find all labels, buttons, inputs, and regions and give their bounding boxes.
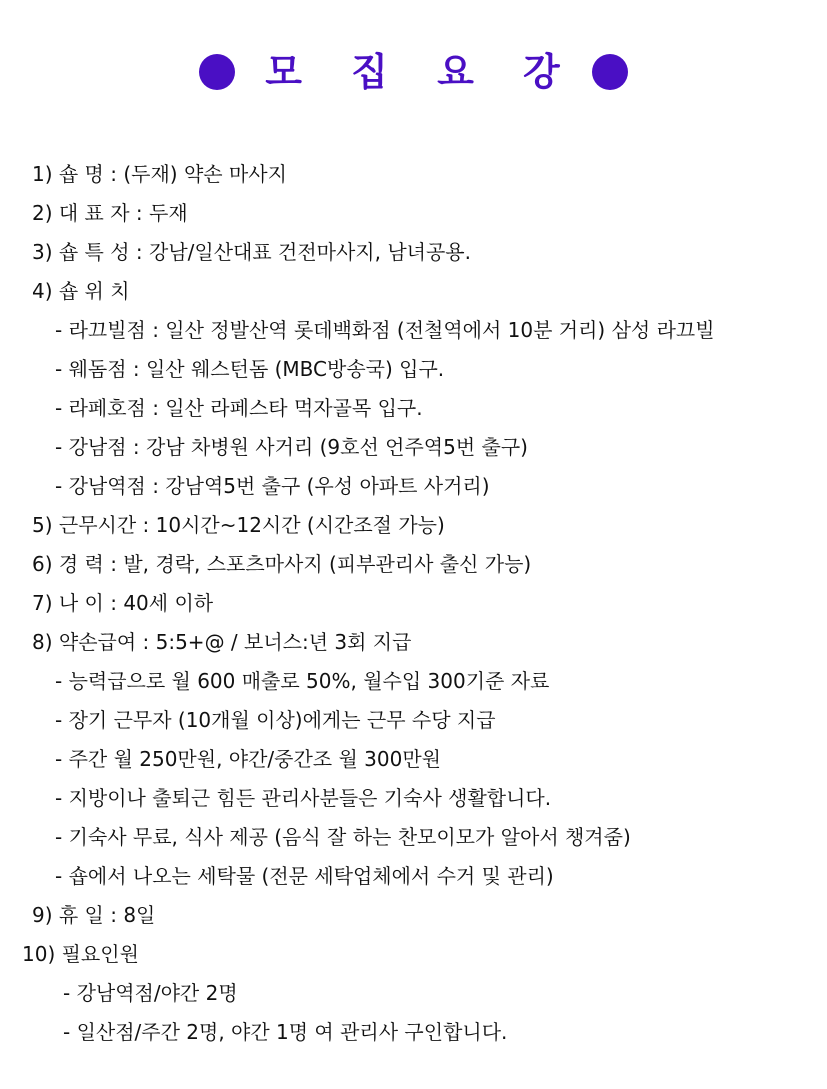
bullet-dot-left (199, 54, 235, 90)
location-western-dome: - 웨돔점 : 일산 웨스턴돔 (MBC방송국) 입구. (55, 357, 445, 381)
location-lafesta: - 라페호점 : 일산 라페스타 먹자골목 입구. (55, 396, 423, 420)
salary-detail-2: - 장기 근무자 (10개월 이상)에게는 근무 수당 지급 (55, 708, 496, 732)
item-shop-name: 1) 숍 명 : (두재) 약손 마사지 (32, 162, 287, 186)
salary-detail-6: - 숍에서 나오는 세탁물 (전문 세탁업체에서 수거 및 관리) (55, 864, 554, 888)
staff-detail-1: - 강남역점/야간 2명 (63, 981, 238, 1005)
salary-detail-4: - 지방이나 출퇴근 힘든 관리사분들은 기숙사 생활합니다. (55, 786, 552, 810)
salary-detail-5: - 기숙사 무료, 식사 제공 (음식 잘 하는 찬모이모가 알아서 챙겨줌) (55, 825, 631, 849)
item-salary: 8) 약손급여 : 5:5+@ / 보너스:년 3회 지급 (32, 630, 412, 654)
location-gangnam: - 강남점 : 강남 차병원 사거리 (9호선 언주역5번 출구) (55, 435, 528, 459)
item-experience: 6) 경 력 : 발, 경락, 스포츠마사지 (피부관리사 출신 가능) (32, 552, 532, 576)
item-shop-feature: 3) 숍 특 성 : 강남/일산대표 건전마사지, 남녀공용. (32, 240, 471, 264)
page-title: 모 집 요 강 (265, 50, 578, 94)
item-age: 7) 나 이 : 40세 이하 (32, 591, 214, 615)
staff-detail-2: - 일산점/주간 2명, 야간 1명 여 관리사 구인합니다. (63, 1020, 508, 1044)
item-shop-location: 4) 숍 위 치 (32, 279, 130, 303)
item-working-hours: 5) 근무시간 : 10시간~12시간 (시간조절 가능) (32, 513, 445, 537)
location-lakkeville: - 라끄빌점 : 일산 정발산역 롯데백화점 (전철역에서 10분 거리) 삼성 라끄빌 (55, 318, 715, 342)
salary-detail-3: - 주간 월 250만원, 야간/중간조 월 300만원 (55, 747, 441, 771)
bullet-dot-right (592, 54, 628, 90)
salary-detail-1: - 능력급으로 월 600 매출로 50%, 월수입 300기준 자료 (55, 669, 550, 693)
item-required-staff: 10) 필요인원 (22, 942, 139, 966)
item-holidays: 9) 휴 일 : 8일 (32, 903, 156, 927)
item-representative: 2) 대 표 자 : 두재 (32, 201, 188, 225)
title-banner (0, 44, 827, 100)
location-gangnam-station: - 강남역점 : 강남역5번 출구 (우성 아파트 사거리) (55, 474, 490, 498)
